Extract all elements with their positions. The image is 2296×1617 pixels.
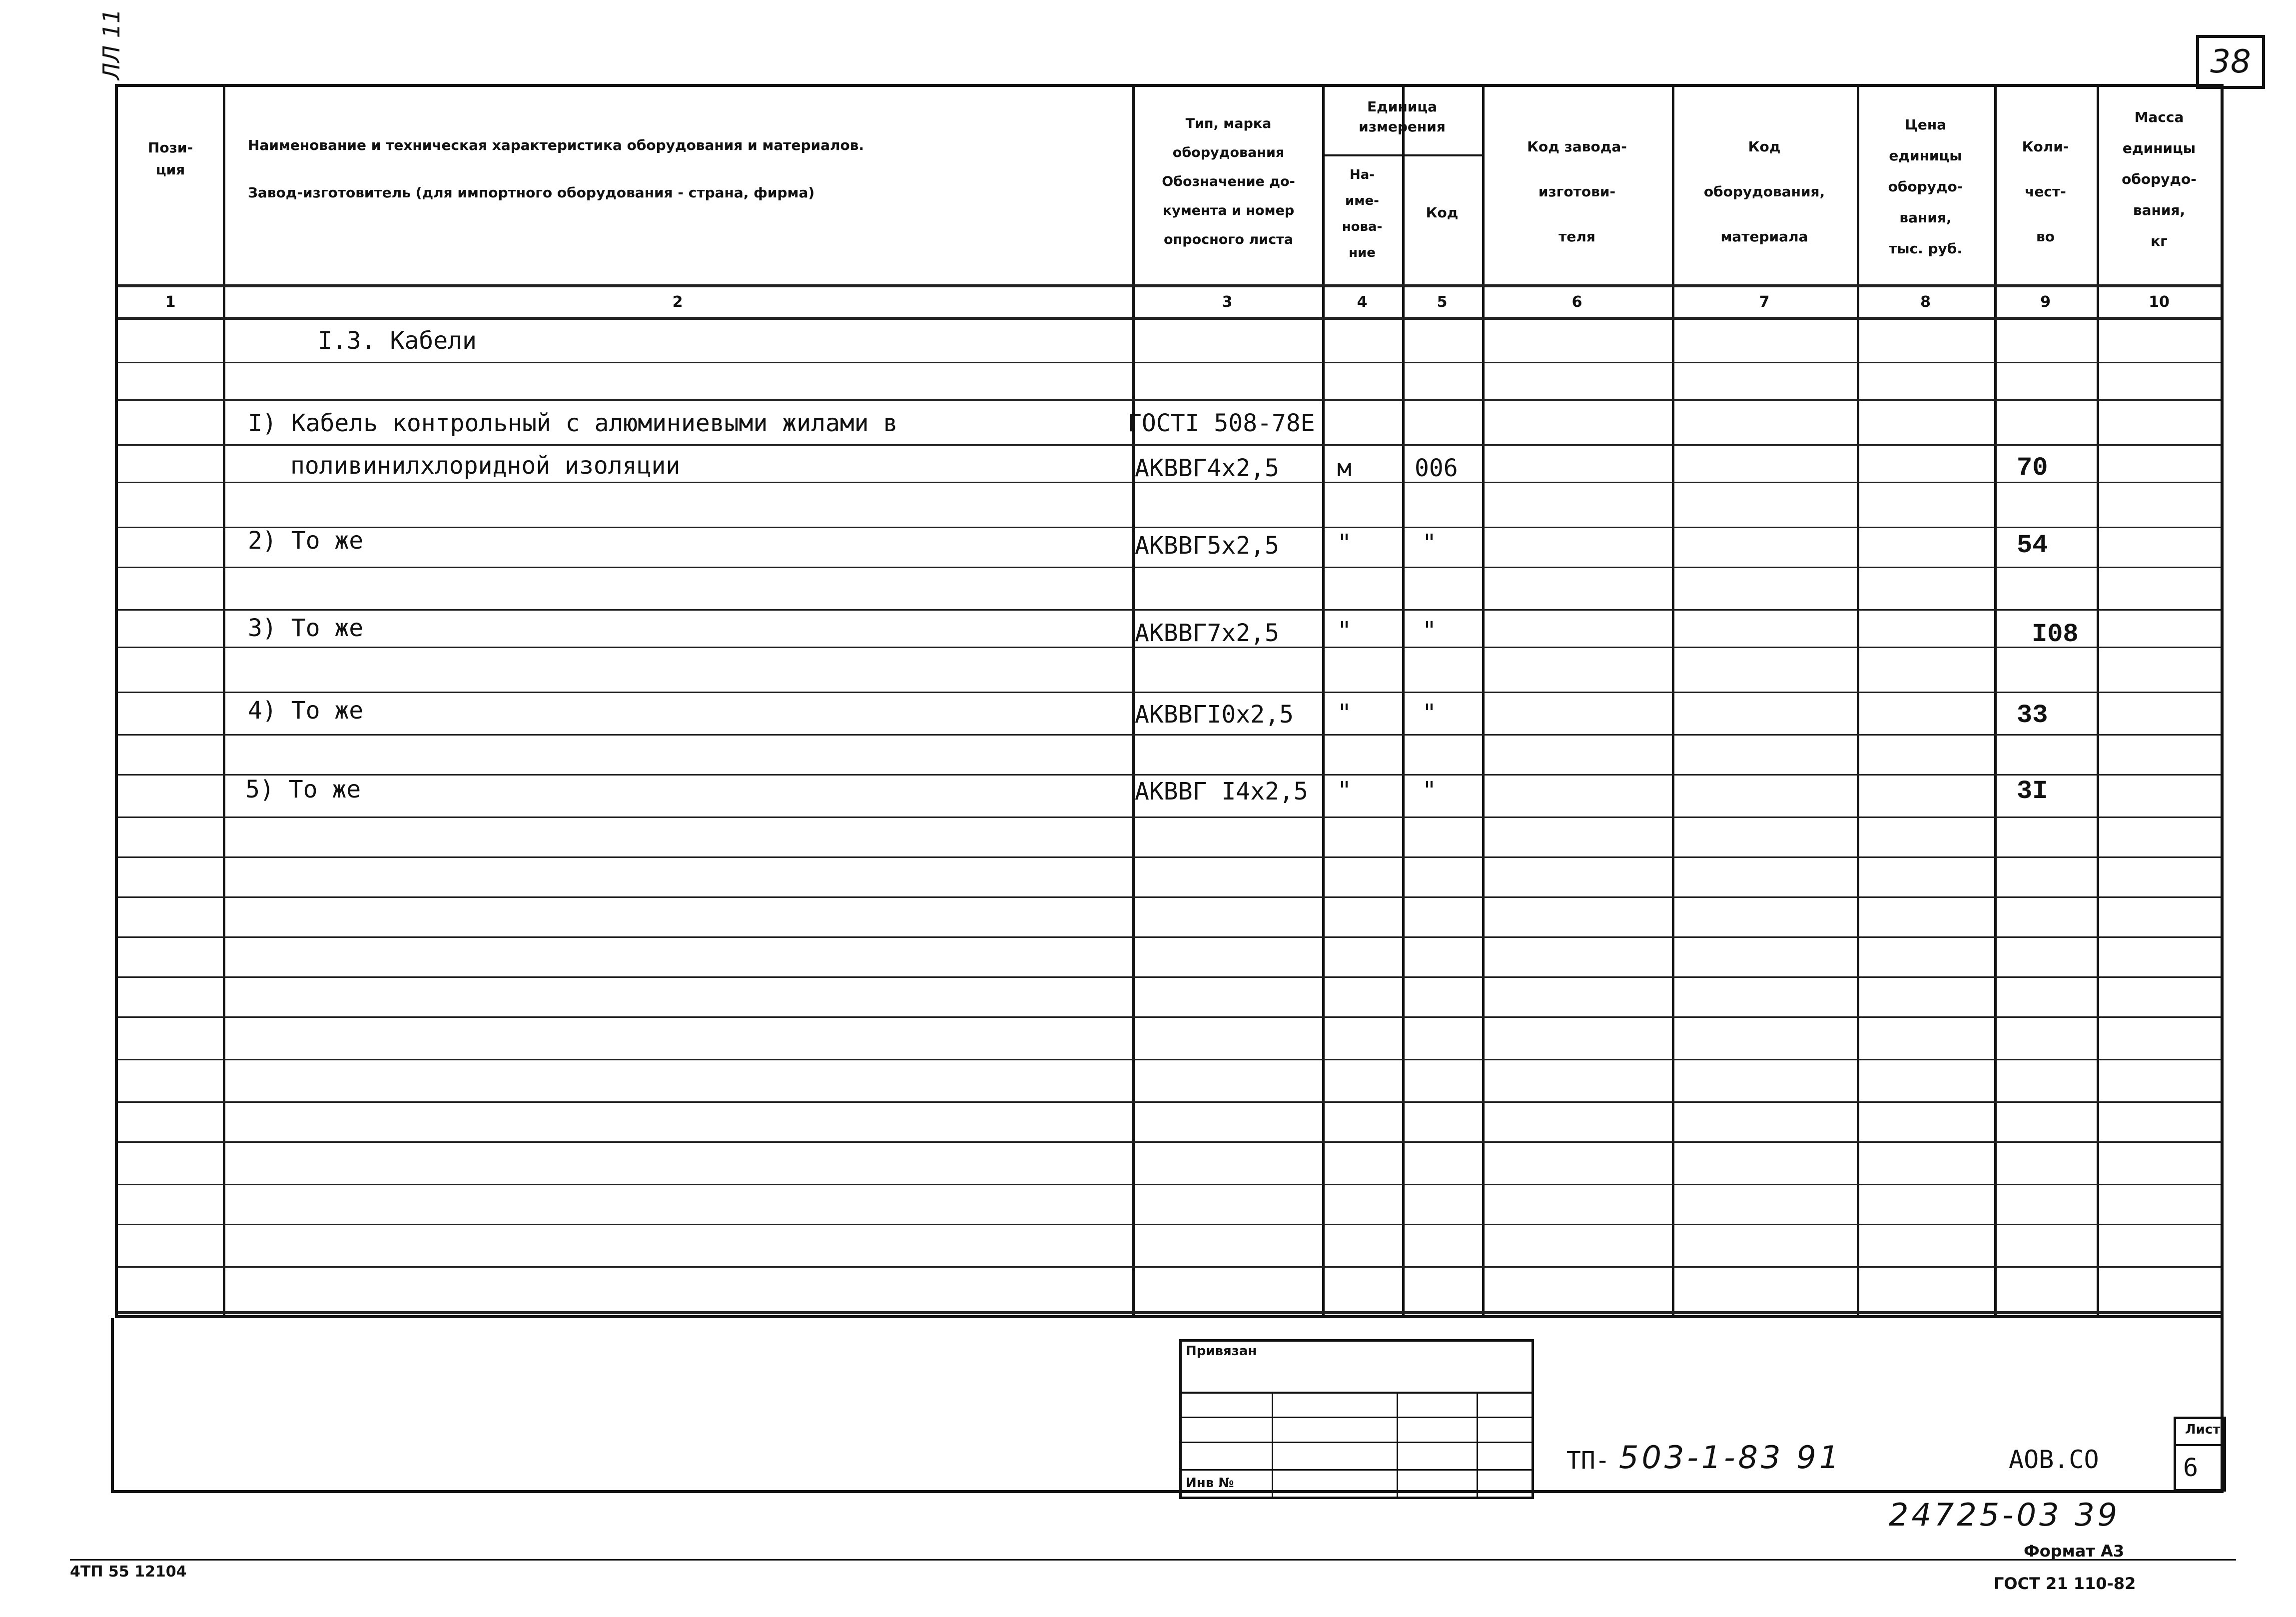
- column-number: 4: [1357, 293, 1368, 311]
- header-unit-group: Единица измерения: [1359, 98, 1446, 135]
- row-line: [118, 856, 2221, 858]
- sheet-number: 6: [2183, 1453, 2199, 1482]
- row-code: 006: [1415, 454, 1458, 482]
- row-code: ": [1422, 699, 1437, 727]
- row-name: I) Кабель контрольный с алюминиевыми жилами в: [248, 409, 898, 437]
- column-number: 9: [2040, 293, 2051, 311]
- header-name-line2: Завод-изготовитель (для импортного оборудования - страна, фирма): [248, 184, 815, 201]
- row-unit: ": [1337, 777, 1352, 805]
- row-line: [118, 774, 2221, 776]
- row-doc: АКВВГ I4х2,5: [1135, 778, 1308, 806]
- row-code: ": [1422, 777, 1437, 805]
- row-line: [118, 1266, 2221, 1268]
- inventory-label: Инв №: [1186, 1476, 1234, 1491]
- header-mass: Масса единицы оборудо- вания, кг: [2122, 109, 2197, 249]
- row-doc: АКВВГ5х2,5: [1135, 532, 1279, 560]
- row-line: [118, 399, 2221, 401]
- header-unit-code: Код: [1426, 204, 1459, 221]
- row-doc: ГОСТI 508-78Е: [1127, 409, 1315, 437]
- row-line: [118, 1059, 2221, 1060]
- stamp-divider: [1272, 1392, 1273, 1497]
- stamp-divider: [1397, 1392, 1398, 1497]
- equipment-table: [115, 84, 2224, 1318]
- row-name: 4) То же: [248, 697, 364, 725]
- column-number: 10: [2149, 293, 2170, 311]
- header-equipment-code: Код оборудования, материала: [1703, 138, 1825, 245]
- column-number: 6: [1571, 293, 1582, 311]
- footer-line: [70, 1559, 2236, 1561]
- section-title: I.3. Кабели: [318, 327, 477, 355]
- stamp-line: [1182, 1469, 1531, 1471]
- row-line: [118, 444, 2221, 446]
- stamp-line: [1182, 1442, 1531, 1443]
- header-name-line1: Наименование и техническая характеристика оборудования и материалов.: [248, 137, 864, 153]
- sheet-box: [2174, 1417, 2226, 1492]
- row-quantity: 33: [2017, 701, 2048, 730]
- column-number: 7: [1759, 293, 1770, 311]
- column-number: 1: [165, 293, 176, 311]
- row-unit: ": [1337, 529, 1352, 557]
- sheet-label: Лист: [2185, 1422, 2221, 1437]
- header-unit-name: На- име- нова- ние: [1342, 167, 1383, 260]
- row-line: [118, 692, 2221, 693]
- sheet-divider: [2176, 1444, 2224, 1446]
- row-line: [118, 734, 2221, 736]
- row-quantity: I08: [2032, 620, 2079, 649]
- column-number: 8: [1920, 293, 1931, 311]
- row-line: [118, 936, 2221, 938]
- header-quantity: Коли- чест- во: [2022, 138, 2069, 245]
- footer-inventory: 4ТП 55 12104: [70, 1563, 187, 1581]
- unit-group-divider: [1322, 154, 1482, 156]
- footer-format: Формат А3: [2024, 1542, 2125, 1561]
- col-divider: [2097, 87, 2099, 1315]
- row-doc: АКВВГ4х2,5: [1135, 454, 1279, 482]
- colnum-divider: [118, 317, 2221, 320]
- col-divider: [1672, 87, 1674, 1315]
- doc-prefix: ТП-: [1566, 1447, 1610, 1475]
- column-number: 2: [672, 293, 683, 311]
- linked-stamp: [1179, 1339, 1534, 1499]
- col-divider: [1322, 87, 1325, 1315]
- row-line: [118, 609, 2221, 611]
- col-divider: [1482, 87, 1485, 1315]
- row-line: [118, 976, 2221, 978]
- row-line: [118, 1016, 2221, 1018]
- footer-gost: ГОСТ 21 110-82: [1994, 1574, 2136, 1593]
- col-divider: [1994, 87, 1997, 1315]
- row-unit: ": [1337, 617, 1352, 645]
- table-bottom-line: [118, 1311, 2221, 1314]
- column-number: 3: [1222, 293, 1233, 311]
- row-doc: АКВВГ7х2,5: [1135, 619, 1279, 647]
- row-code: ": [1422, 529, 1437, 557]
- header-type: Тип, марка оборудования Обозначение до- кумента и номер опросного листа: [1162, 116, 1295, 247]
- row-line: [118, 1184, 2221, 1185]
- col-divider: [1857, 87, 1859, 1315]
- header-factory-code: Код завода- изготови- теля: [1527, 138, 1627, 245]
- row-line: [118, 1141, 2221, 1143]
- page-number: 38: [2196, 35, 2265, 89]
- row-quantity: 3I: [2017, 777, 2048, 806]
- row-line: [118, 816, 2221, 818]
- row-unit: м: [1337, 454, 1352, 482]
- stamp-line: [1182, 1417, 1531, 1418]
- doc-number-handwritten: 503-1-83 91: [1619, 1439, 1842, 1476]
- row-name: 5) То же: [245, 776, 361, 804]
- row-code: ": [1422, 617, 1437, 645]
- row-doc: АКВВГI0х2,5: [1135, 701, 1294, 729]
- linked-label: Привязан: [1186, 1344, 1257, 1359]
- stamp-line: [1182, 1392, 1531, 1394]
- stamp-divider: [1477, 1392, 1478, 1497]
- row-line: [118, 527, 2221, 528]
- row-name: 2) То же: [248, 527, 364, 555]
- doc-code: АОВ.СО: [2009, 1445, 2099, 1474]
- row-name: поливинилхлоридной изоляции: [290, 452, 681, 480]
- row-unit: ": [1337, 699, 1352, 727]
- col-divider: [223, 87, 225, 1315]
- header-unit-price: Цена единицы оборудо- вания, тыс. руб.: [1888, 116, 1963, 257]
- header-position: Пози- ция: [147, 139, 193, 178]
- col-divider: [1402, 87, 1405, 1315]
- column-number: 5: [1437, 293, 1448, 311]
- row-line: [118, 896, 2221, 898]
- row-line: [118, 1224, 2221, 1225]
- margin-note: ЛЛ 11: [98, 8, 125, 80]
- row-name: 3) То же: [248, 614, 364, 642]
- row-quantity: 70: [2017, 453, 2048, 483]
- archive-number-handwritten: 24725-03 39: [1889, 1497, 2121, 1533]
- row-line: [118, 362, 2221, 363]
- row-line: [118, 567, 2221, 568]
- row-line: [118, 1101, 2221, 1103]
- title-block: [111, 1318, 2224, 1493]
- row-quantity: 54: [2017, 531, 2048, 560]
